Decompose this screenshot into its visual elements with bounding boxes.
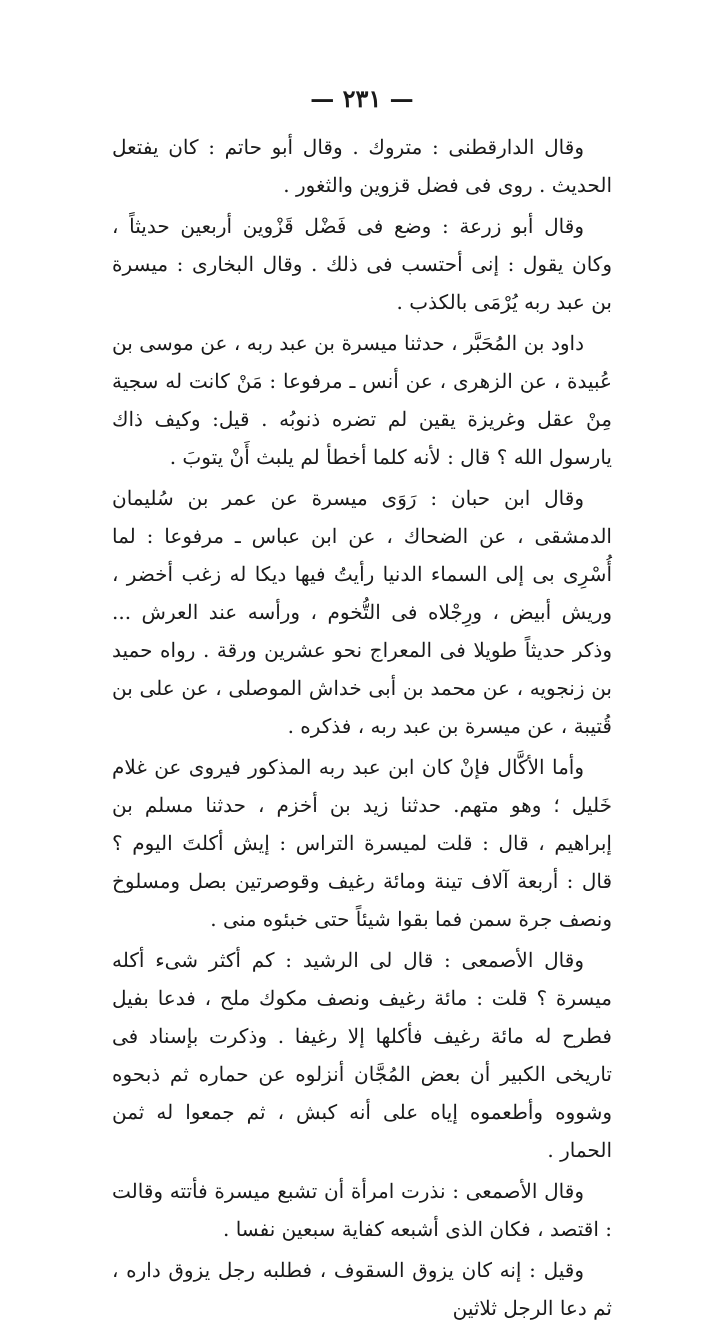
body-text: [112, 128, 612, 1327]
paragraph: داود بن المُحَبَّر ، حدثنا ميسرة بن عبد ربه ، عن موسى بن عُبيدة ، عن الزهرى ، عن أنس ـ مرفوعا : مَنْ كانت له سجية مِنْ عقل وغريزة يقين لم تضره ذنوبُه . قيل: وكيف ذاك يارسول الله ؟ قال : لأنه كلما أخطأ لم يلبث أَنْ يتوبَ .: [112, 331, 612, 469]
paragraph: وقال الدارقطنى : متروك . وقال أبو حاتم : كان يفتعل الحديث . روى فى فضل قزوين والثغور .: [112, 135, 612, 197]
paragraph: وأما الأكَّال فإنْ كان ابن عبد ربه المذكور فيروى عن غلام خَليل ؛ وهو متهم. حدثنا زيد بن أخزم ، حدثنا مسلم بن إبراهيم ، قال : قلت لميسرة التراس : إيش أكلتَ اليوم ؟ قال : أربعة آلاف تينة ومائة رغيف وقوصرتين بصل ومسلوخ ونصف جرة سمن فما بقوا شيئاً حتى خبئوه منى .: [112, 755, 612, 931]
paragraph: وقال ابن حبان : رَوَى ميسرة عن عمر بن سُليمان الدمشقى ، عن الضحاك ، عن ابن عباس ـ مرفوعا : لما أُسْرِى بى إلى السماء الدنيا رأيتُ فيها ديكا له زغب أخضر ، وريش أبيض ، ورِجْلاه فى التُّخوم ، ورأسه عند العرش ... وذكر حديثاً طويلا فى المعراج نحو عشرين ورقة . رواه حميد بن زنجويه ، عن محمد بن أبى خداش الموصلى ، عن على بن قُتيبة ، عن ميسرة بن عبد ربه ، فذكره .: [112, 486, 612, 738]
paragraph: وقال الأصمعى : نذرت امرأة أن تشبع ميسرة فأتته وقالت : اقتصد ، فكان الذى أشبعه كفاية سبعين نفسا .: [112, 1179, 612, 1241]
paragraph: وقيل : إنه كان يزوق السقوف ، فطلبه رجل يزوق داره ، ثم دعا الرجل ثلاثين: [112, 1258, 612, 1320]
page-number: — ٢٣١ —: [310, 84, 414, 113]
paragraph: وقال أبو زرعة : وضع فى فَضْل قَزْوين أربعين حديثاً ، وكان يقول : إنى أحتسب فى ذلك . وقال البخارى : ميسرة بن عبد ربه يُرْمَى بالكذب .: [112, 214, 612, 314]
paragraph: وقال الأصمعى : قال لى الرشيد : كم أكثر شىء أكله ميسرة ؟ قلت : مائة رغيف ونصف مكوك ملح ، فدعا بفيل فطرح له مائة رغيف فأكلها إلا رغيفا . وذكرت بإسناد فى تاريخى الكبير أن بعض المُجَّان أنزلوه عن حماره ثم ذبحوه وشووه وأطعموه إياه على أنه كبش ، ثم جمعوا له ثمن الحمار .: [112, 948, 612, 1162]
